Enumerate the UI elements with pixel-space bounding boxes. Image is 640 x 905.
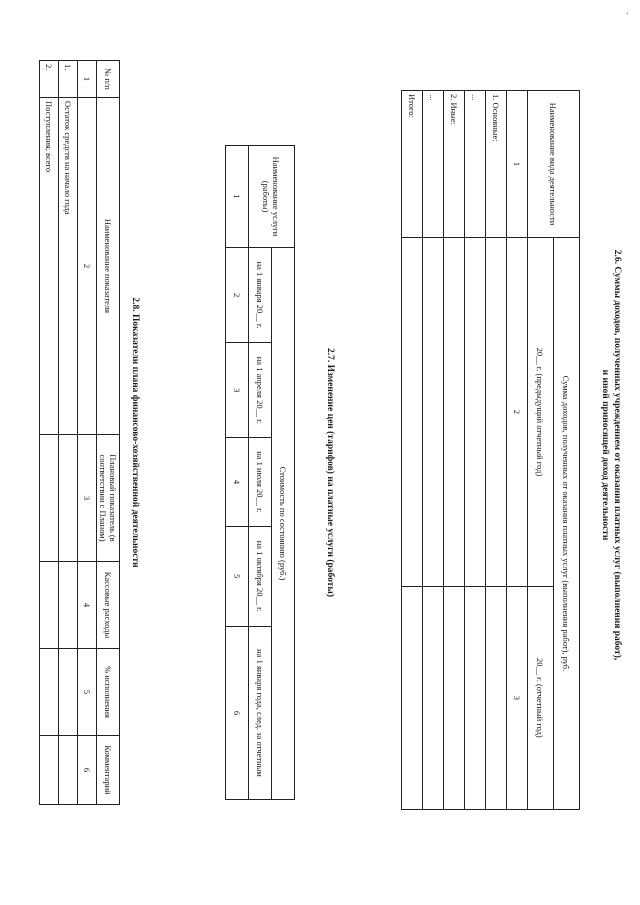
row-label: Поступления, всего (40, 98, 59, 435)
col-number: 5 (78, 649, 97, 736)
section-2-8-title: 2.8. Показатели плана финансово-хозяйственной деятельности (130, 297, 140, 568)
activity-header: Наименование вида деятельности (528, 91, 580, 238)
row-label: 1. Основные: (486, 91, 507, 238)
col-number: 1 (226, 146, 249, 248)
cell (59, 435, 78, 562)
cell (402, 586, 423, 809)
col-number: 3 (78, 435, 97, 562)
margin-mark: - (623, 12, 632, 15)
row-number: 2. (40, 61, 59, 98)
income-table (401, 90, 580, 810)
cell (59, 736, 78, 805)
col-number: 4 (226, 438, 249, 526)
cell (444, 238, 465, 587)
cell (402, 238, 423, 587)
col-number: 3 (226, 343, 249, 438)
section-2-7-title: 2.7. Изменение цен (тарифов) на платные услуги (работы) (325, 347, 335, 598)
price-change-table (225, 145, 295, 800)
col-number: 1 (507, 91, 528, 238)
row-label: ... (465, 91, 486, 238)
col-number: 2 (78, 98, 97, 435)
cell (40, 562, 59, 649)
cell (423, 238, 444, 587)
cell (444, 586, 465, 809)
cell (423, 586, 444, 809)
col-number: 4 (78, 562, 97, 649)
row-label: ... (423, 91, 444, 238)
cell (486, 586, 507, 809)
curr-year-header: 20__ г. (отчетный год) (528, 586, 554, 809)
date-header: на 1 января года, след. за отчетным (249, 626, 272, 799)
cost-group-header: Стоимость по состоянию (руб.) (272, 248, 295, 800)
date-header: на 1 октября 20__ г. (249, 526, 272, 626)
comment-header: Комментарий (97, 736, 120, 805)
plan-header: Плановый показатель (в соответствии с Планом) (97, 435, 120, 562)
cell (40, 649, 59, 736)
row-label: 2. Иные: (444, 91, 465, 238)
section-2-6-title-line2: и иной приносящей доход деятельности (600, 369, 611, 541)
cell (40, 736, 59, 805)
prev-year-header: 20__ г. (предыдущий отчетный год) (528, 238, 554, 587)
row-label: Остаток средств на начало года (59, 98, 78, 435)
indicator-header: Наименование показателя (97, 98, 120, 435)
cell (465, 238, 486, 587)
section-2-6-title-line1: 2.6. Суммы доходов, полученных учреждением от оказания платных услуг (выполнения работ), (612, 249, 622, 661)
service-name-header: Наименование услуги (работы) (249, 146, 295, 248)
section-2-6-title (598, 60, 622, 850)
col-number: 1 (78, 61, 97, 98)
cell (40, 435, 59, 562)
sum-group-header: Сумма доходов, полученных от оказания платных услуг (выполнения работ), руб. (554, 238, 580, 810)
date-header: на 1 апреля 20__ г. (249, 343, 272, 438)
row-label: Итого: (402, 91, 423, 238)
col-number: 2 (226, 248, 249, 343)
num-header: № п/п (97, 61, 120, 98)
cash-header: Кассовые расходы (97, 562, 120, 649)
cell (486, 238, 507, 587)
plan-indicators-table (39, 60, 120, 805)
cell (59, 649, 78, 736)
col-number: 5 (226, 526, 249, 626)
col-number: 2 (507, 238, 528, 587)
percent-header: % исполнения (97, 649, 120, 736)
col-number: 6 (78, 736, 97, 805)
row-number: 1. (59, 61, 78, 98)
col-number: 6 (226, 626, 249, 799)
date-header: на 1 января 20__ г. (249, 248, 272, 343)
cell (59, 562, 78, 649)
cell (465, 586, 486, 809)
date-header: на 1 июля 20__ г. (249, 438, 272, 526)
col-number: 3 (507, 586, 528, 809)
